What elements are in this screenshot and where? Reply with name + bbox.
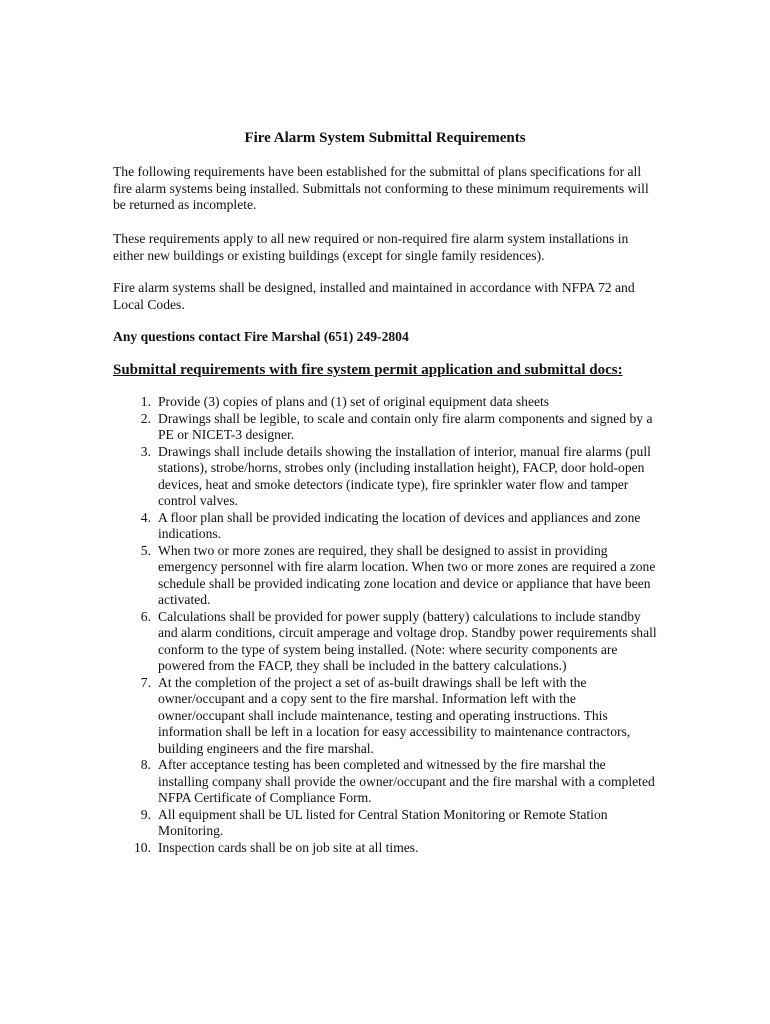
list-item-number: 1.: [140, 394, 151, 409]
list-item: [113, 510, 658, 543]
list-item: [113, 609, 658, 675]
list-item: [113, 543, 658, 609]
list-item-text: Drawings shall be legible, to scale and contain only fire alarm components and signed by a PE or NICET-3 designer.: [158, 410, 653, 442]
list-item: [113, 757, 658, 807]
list-item-text: All equipment shall be UL listed for Central Station Monitoring or Remote Station Monitoring.: [158, 806, 608, 838]
list-item: [113, 444, 658, 510]
list-item-number: 4.: [140, 509, 151, 525]
list-item-text: A floor plan shall be provided indicating the location of devices and appliances and zone indications.: [158, 509, 641, 541]
scope-paragraph: These requirements apply to all new required or non-required fire alarm system installations in either new buildings or existing buildings (except for single family residences).: [113, 231, 629, 263]
document-title: Fire Alarm System Submittal Requirements: [244, 130, 526, 146]
list-item-number: 8.: [140, 757, 151, 772]
list-item-text: Inspection cards shall be on job site at all times.: [158, 839, 419, 855]
codes-paragraph: Fire alarm systems shall be designed, installed and maintained in accordance with NFPA 72 and Local Codes.: [113, 280, 635, 312]
list-item-text: Calculations shall be provided for power supply (battery) calculations to include standby and alarm conditions, circuit amperage and voltage drop. Standby power requirements shall conform to the type of system being installed. (Note: where security components are powered from the FACP, they shall be included in the battery calculations.): [158, 608, 657, 673]
list-item: [113, 675, 658, 758]
contact-line: Any questions contact Fire Marshal (651) 249-2804: [113, 329, 409, 344]
list-item-number: 9.: [140, 806, 151, 822]
list-item-text: When two or more zones are required, they shall be designed to assist in providing emergency personnel with fire alarm location. When two or more zones are required a zone schedule shall be provided indicating zone location and device or appliance that have been activated.: [158, 542, 656, 607]
intro-paragraph: The following requirements have been established for the submittal of plans specifications for all fire alarm systems being installed. Submittals not conforming to these minimum requirements will be returned as incomplete.: [113, 164, 649, 212]
list-item-text: Drawings shall include details showing the installation of interior, manual fire alarms (pull stations), strobe/horns, strobes only (including installation height), FACP, door hold-open devices, heat and smoke detectors (indicate type), fire sprinkler water flow and tamper control valves.: [158, 443, 651, 508]
list-item: [113, 411, 658, 444]
list-item-text: At the completion of the project a set of as-built drawings shall be left with the owner/occupant and a copy sent to the fire marshal. Information left with the owner/occupant shall include maintenance, testing and operating instructions. This information shall be left in a location for easy accessibility to maintenance contractors, building engineers and the fire marshal.: [158, 674, 631, 756]
list-item: [113, 840, 658, 857]
list-item-number: 3.: [140, 443, 151, 459]
list-item: [113, 394, 658, 411]
list-item-text: Provide (3) copies of plans and (1) set of original equipment data sheets: [158, 394, 550, 409]
section-heading: Submittal requirements with fire system permit application and submittal docs:: [113, 362, 623, 378]
list-item-number: 7.: [140, 674, 151, 690]
list-item-number: 2.: [140, 410, 151, 426]
requirements-list: [113, 394, 658, 856]
list-item-text: After acceptance testing has been completed and witnessed by the fire marshal the installing company shall provide the owner/occupant and the fire marshal with a completed NFPA Certificate of Compliance Form.: [158, 757, 655, 805]
list-item: [113, 807, 658, 840]
list-item-number: 5.: [140, 542, 151, 558]
list-item-number: 6.: [140, 608, 151, 624]
list-item-number: 10.: [134, 839, 151, 855]
